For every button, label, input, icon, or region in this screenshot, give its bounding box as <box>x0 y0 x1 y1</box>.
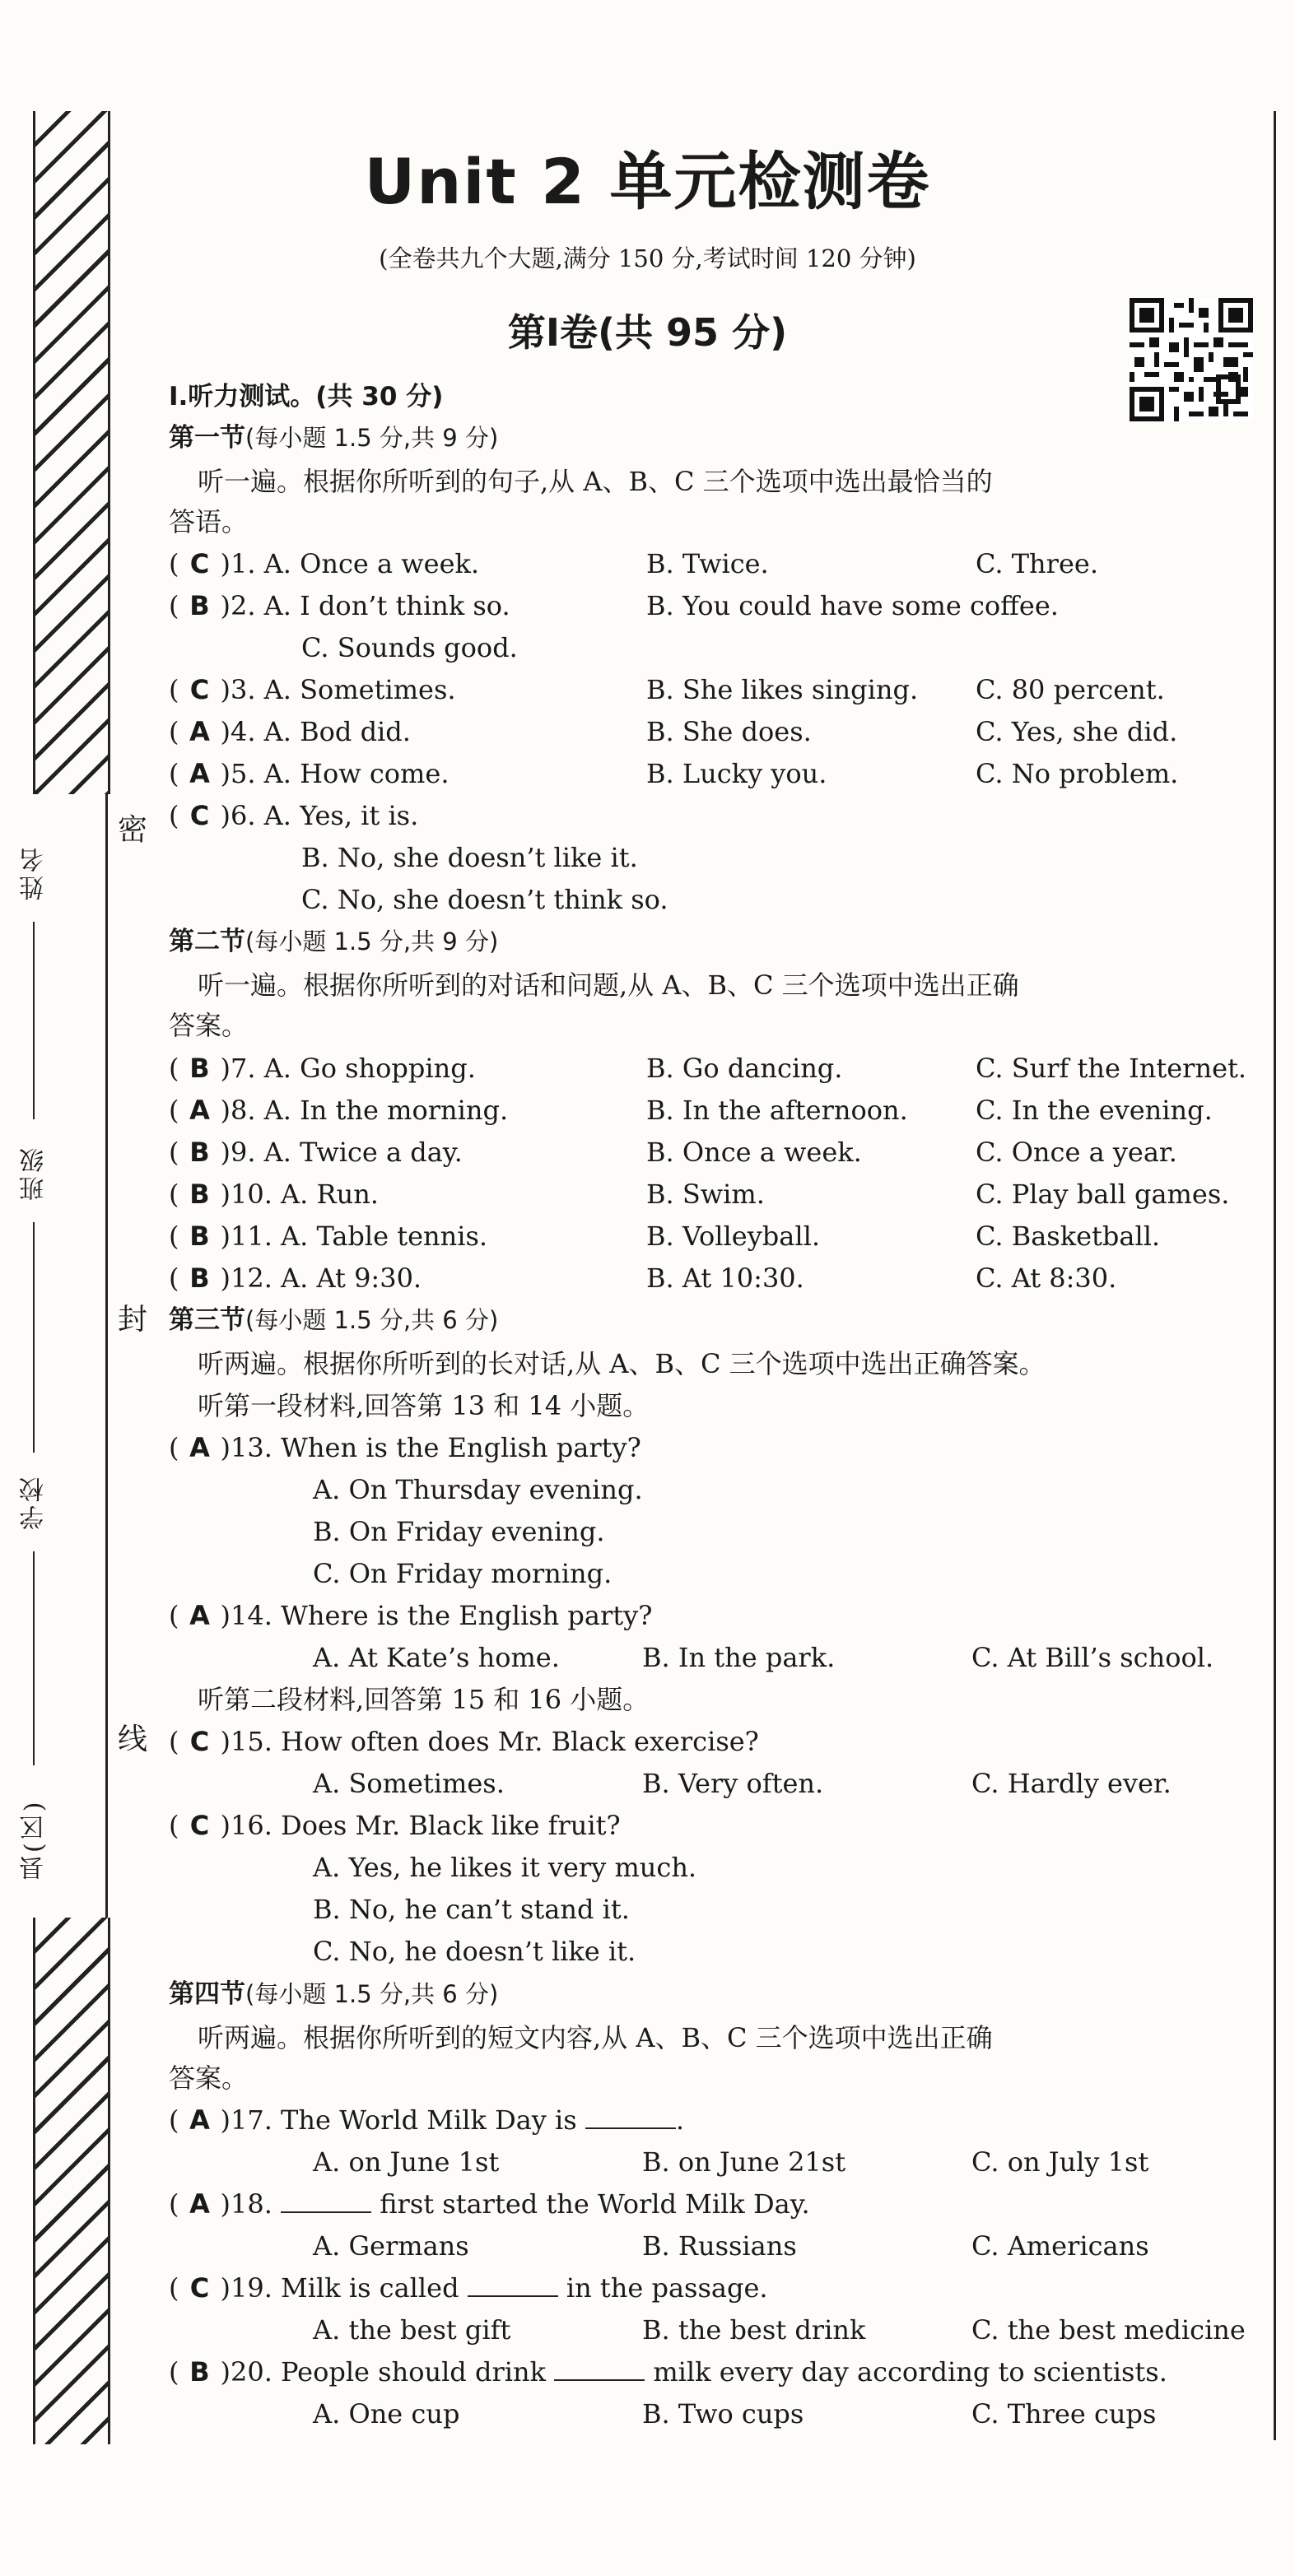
s1-title: 第一节 <box>169 423 245 453</box>
class-blank <box>33 1222 35 1453</box>
q17-option-b: B. on June 21st <box>642 2146 846 2178</box>
q19-row: ( C )19. Milk is called in the passage. <box>169 2272 768 2304</box>
s3-material-1: 听第一段材料,回答第 13 和 14 小题。 <box>198 1390 650 1421</box>
q15-option-a: A. Sometimes. <box>313 1768 505 1799</box>
answer-blank[interactable] <box>554 2356 645 2381</box>
q18-option-a: A. Germans <box>313 2230 469 2262</box>
q5-option-b: B. Lucky you. <box>646 758 827 789</box>
answer-mark: C <box>189 1810 210 1841</box>
q15-stem: 15. How often does Mr. Black exercise? <box>230 1726 759 1757</box>
q8-row: ( A )8. A. In the morning. <box>169 1095 509 1126</box>
q18-option-c: C. Americans <box>971 2230 1149 2262</box>
s1-note: (每小题 1.5 分,共 9 分) <box>245 424 499 452</box>
q17-stem-end: . <box>675 2104 685 2136</box>
q1-option-c: C. Three. <box>976 548 1098 579</box>
s3-title: 第三节 <box>169 1305 245 1335</box>
s3-instruction: 听两遍。根据你所听到的长对话,从 A、B、C 三个选项中选出正确答案。 <box>198 1348 1046 1379</box>
answer-mark: C <box>189 2272 210 2304</box>
q16-option-a: A. Yes, he likes it very much. <box>313 1852 697 1883</box>
q20-option-c: C. Three cups <box>971 2398 1157 2430</box>
q3-option-b: B. She likes singing. <box>646 674 919 705</box>
q19-option-c: C. the best medicine <box>971 2314 1246 2346</box>
q8-option-b: B. In the afternoon. <box>646 1095 908 1126</box>
q17-row: ( A )17. The World Milk Day is . <box>169 2104 685 2136</box>
q16-stem: 16. Does Mr. Black like fruit? <box>230 1810 621 1841</box>
answer-mark: B <box>189 1262 210 1294</box>
s4-title: 第四节 <box>169 1979 245 2009</box>
q4-option-c: C. Yes, she did. <box>976 716 1178 747</box>
q11-option-c: C. Basketball. <box>976 1221 1161 1252</box>
s1-instruction: 听一遍。根据你所听到的句子,从 A、B、C 三个选项中选出最恰当的 <box>198 466 993 497</box>
q5-option-c: C. No problem. <box>976 758 1179 789</box>
s1-heading <box>169 421 498 454</box>
q6-row: ( C )6. A. Yes, it is. <box>169 800 419 831</box>
answer-mark: C <box>189 1726 210 1757</box>
q9-option-b: B. Once a week. <box>646 1137 862 1168</box>
q3-row: ( C )3. A. Sometimes. <box>169 674 456 705</box>
answer-blank[interactable] <box>468 2272 558 2297</box>
q6-option-b: B. No, she doesn’t like it. <box>301 842 638 873</box>
q10-option-a: 10. A. Run. <box>230 1179 379 1210</box>
page-title: Unit 2 单元检测卷 <box>364 145 931 218</box>
s4-instruction: 听两遍。根据你所听到的短文内容,从 A、B、C 三个选项中选出正确 <box>198 2022 993 2053</box>
q9-option-a: 9. A. Twice a day. <box>230 1137 463 1168</box>
q14-option-b: B. In the park. <box>642 1642 836 1673</box>
q7-row: ( B )7. A. Go shopping. <box>169 1053 476 1084</box>
q7-option-c: C. Surf the Internet. <box>976 1053 1247 1084</box>
q16-option-c: C. No, he doesn’t like it. <box>313 1936 636 1967</box>
s2-title: 第二节 <box>169 927 245 956</box>
q17-option-a: A. on June 1st <box>313 2146 500 2178</box>
s3-note: (每小题 1.5 分,共 6 分) <box>245 1306 499 1334</box>
side-label-name: 姓名 <box>20 844 49 900</box>
q5-row: ( A )5. A. How come. <box>169 758 450 789</box>
s3-heading <box>169 1304 498 1337</box>
q4-option-a: 4. A. Bod did. <box>230 716 411 747</box>
q13-option-c: C. On Friday morning. <box>313 1558 613 1589</box>
exam-info: (全卷共九个大题,满分 150 分,考试时间 120 分钟) <box>379 244 916 272</box>
q18-row: ( A )18. first started the World Milk Day. <box>169 2188 810 2220</box>
answer-mark: A <box>189 1600 210 1631</box>
q13-stem: 13. When is the English party? <box>230 1432 641 1463</box>
s4-note: (每小题 1.5 分,共 6 分) <box>245 1980 499 2008</box>
margin-line <box>105 794 108 1918</box>
q12-option-b: B. At 10:30. <box>646 1262 804 1294</box>
answer-mark: B <box>189 1053 210 1084</box>
q19-stem: 19. Milk is called <box>230 2272 459 2304</box>
q14-option-c: C. At Bill’s school. <box>971 1642 1214 1673</box>
q13-row: ( A )13. When is the English party? <box>169 1432 641 1463</box>
answer-mark: A <box>189 1095 210 1126</box>
answer-mark: B <box>189 1137 210 1168</box>
q3-option-a: 3. A. Sometimes. <box>230 674 456 705</box>
school-blank <box>33 1551 35 1765</box>
q8-option-c: C. In the evening. <box>976 1095 1213 1126</box>
q6-option-c: C. No, she doesn’t think so. <box>301 884 668 915</box>
s2-note: (每小题 1.5 分,共 9 分) <box>245 928 499 956</box>
answer-blank[interactable] <box>585 2104 676 2129</box>
q11-option-a: 11. A. Table tennis. <box>230 1221 488 1252</box>
q12-option-a: 12. A. At 9:30. <box>230 1262 422 1294</box>
part-heading: 第Ⅰ卷(共 95 分) <box>507 310 788 355</box>
q2-option-b: B. You could have some coffee. <box>646 590 1059 621</box>
s2-instruction-cont: 答案。 <box>169 1010 249 1041</box>
q10-option-b: B. Swim. <box>646 1179 765 1210</box>
side-label-school: 学校 <box>20 1474 49 1530</box>
s4-heading <box>169 1978 498 2011</box>
q18-option-b: B. Russians <box>642 2230 797 2262</box>
name-blank <box>33 922 35 1119</box>
answer-mark: A <box>189 2104 210 2136</box>
q18-stem: 18. <box>230 2188 273 2220</box>
q14-option-a: A. At Kate’s home. <box>313 1642 560 1673</box>
s4-instruction-cont: 答案。 <box>169 2062 249 2094</box>
q20-stem-end: milk every day according to scientists. <box>653 2356 1167 2388</box>
q7-option-a: 7. A. Go shopping. <box>230 1053 476 1084</box>
q4-option-b: B. She does. <box>646 716 812 747</box>
answer-mark: C <box>189 548 210 579</box>
q17-option-c: C. on July 1st <box>971 2146 1149 2178</box>
q20-row: ( B )20. People should drink milk every day according to scientists. <box>169 2356 1167 2388</box>
s3-material-2: 听第二段材料,回答第 15 和 16 小题。 <box>198 1684 650 1715</box>
q5-option-a: 5. A. How come. <box>230 758 450 789</box>
q11-row: ( B )11. A. Table tennis. <box>169 1221 488 1252</box>
answer-mark: A <box>189 2188 210 2220</box>
answer-mark: B <box>189 590 210 621</box>
s2-instruction: 听一遍。根据你所听到的对话和问题,从 A、B、C 三个选项中选出正确 <box>198 969 1019 1001</box>
q19-option-b: B. the best drink <box>642 2314 866 2346</box>
right-border <box>1274 111 1276 2440</box>
side-label-class: 班级 <box>20 1145 49 1201</box>
section-heading: Ⅰ.听力测试。(共 30 分) <box>169 382 444 412</box>
q9-row: ( B )9. A. Twice a day. <box>169 1137 463 1168</box>
margin-hatch-bottom <box>33 1918 110 2444</box>
q16-row: ( C )16. Does Mr. Black like fruit? <box>169 1810 621 1841</box>
q2-row: ( B )2. A. I don’t think so. <box>169 590 510 621</box>
seal-feng: 封 <box>117 1303 147 1337</box>
q2-option-c: C. Sounds good. <box>301 632 518 663</box>
q9-option-c: C. Once a year. <box>976 1137 1177 1168</box>
q2-option-a: 2. A. I don’t think so. <box>230 590 510 621</box>
answer-mark: B <box>189 1179 210 1210</box>
q10-option-c: C. Play ball games. <box>976 1179 1230 1210</box>
q1-row: ( C )1. A. Once a week. <box>169 548 480 579</box>
q3-option-c: C. 80 percent. <box>976 674 1165 705</box>
side-label-county: 县(区) <box>20 1798 49 1881</box>
q4-row: ( A )4. A. Bod did. <box>169 716 411 747</box>
answer-mark: A <box>189 758 210 789</box>
q13-option-b: B. On Friday evening. <box>313 1516 605 1547</box>
q20-option-b: B. Two cups <box>642 2398 804 2430</box>
q15-row: ( C )15. How often does Mr. Black exercise? <box>169 1726 759 1757</box>
q12-option-c: C. At 8:30. <box>976 1262 1117 1294</box>
q13-option-a: A. On Thursday evening. <box>313 1474 643 1505</box>
answer-mark: A <box>189 716 210 747</box>
q11-option-b: B. Volleyball. <box>646 1221 820 1252</box>
qr-code-icon[interactable] <box>1130 298 1253 421</box>
q1-option-a: 1. A. Once a week. <box>230 548 480 579</box>
answer-mark: B <box>189 1221 210 1252</box>
q1-option-b: B. Twice. <box>646 548 769 579</box>
q7-option-b: B. Go dancing. <box>646 1053 843 1084</box>
answer-mark: A <box>189 1432 210 1463</box>
answer-mark: C <box>189 800 210 831</box>
q20-option-a: A. One cup <box>313 2398 460 2430</box>
q16-option-b: B. No, he can’t stand it. <box>313 1894 630 1925</box>
q20-stem: 20. People should drink <box>230 2356 546 2388</box>
q15-option-c: C. Hardly ever. <box>971 1768 1172 1799</box>
q14-row: ( A )14. Where is the English party? <box>169 1600 653 1631</box>
q6-option-a: 6. A. Yes, it is. <box>230 800 419 831</box>
s2-heading <box>169 925 498 958</box>
q12-row: ( B )12. A. At 9:30. <box>169 1262 422 1294</box>
seal-xian: 线 <box>117 1723 147 1756</box>
answer-blank[interactable] <box>281 2188 371 2213</box>
answer-mark: C <box>189 674 210 705</box>
q14-stem: 14. Where is the English party? <box>230 1600 653 1631</box>
q18-stem-end: first started the World Milk Day. <box>380 2188 810 2220</box>
q10-row: ( B )10. A. Run. <box>169 1179 379 1210</box>
q15-option-b: B. Very often. <box>642 1768 824 1799</box>
q8-option-a: 8. A. In the morning. <box>230 1095 509 1126</box>
answer-mark: B <box>189 2356 210 2388</box>
q19-option-a: A. the best gift <box>313 2314 511 2346</box>
s1-instruction-cont: 答语。 <box>169 506 249 537</box>
q17-stem: 17. The World Milk Day is <box>230 2104 577 2136</box>
q19-stem-end: in the passage. <box>566 2272 768 2304</box>
seal-mi: 密 <box>117 813 147 847</box>
